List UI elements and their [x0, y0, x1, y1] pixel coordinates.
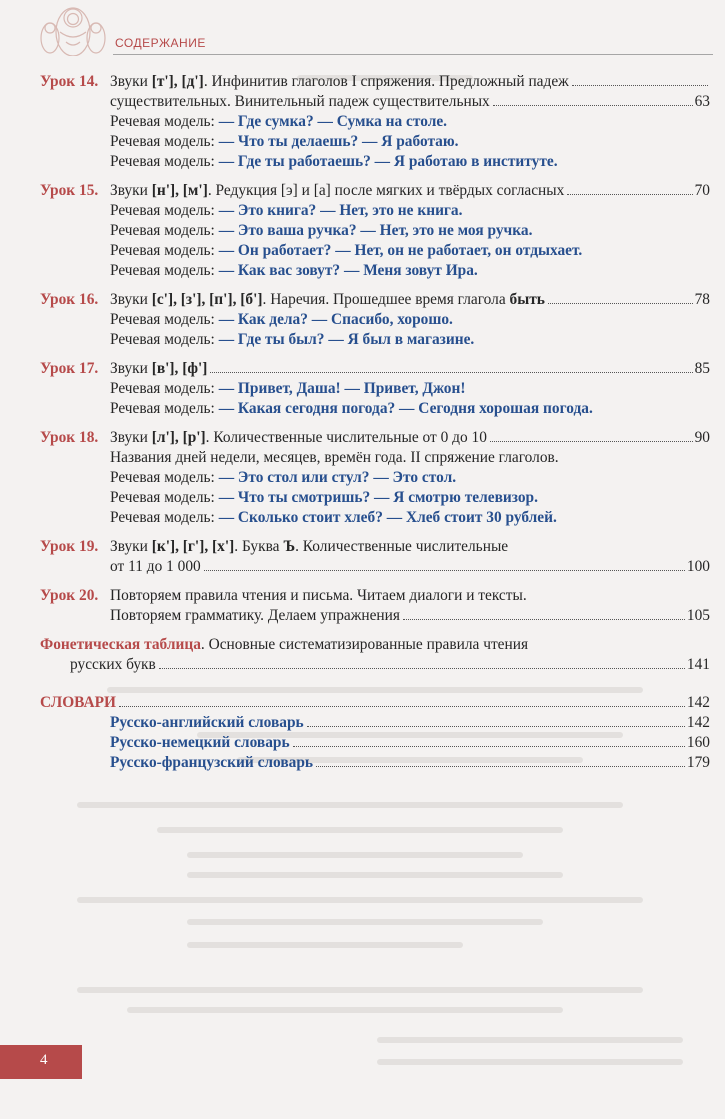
matryoshka-logo-icon: [38, 2, 108, 56]
toc-line: [110, 72, 710, 92]
toc-line: [110, 537, 710, 557]
text-segment: от 11 до 1 000: [110, 558, 201, 575]
lesson-body: [110, 428, 710, 528]
text-segment: . Наречия. Прошедшее время глагола: [262, 291, 510, 308]
speech-model-prefix: Речевая модель:: [110, 469, 219, 486]
dot-leader: [493, 105, 693, 106]
page-ref: 105: [686, 607, 710, 624]
section-title: СОДЕРЖАНИЕ: [115, 36, 206, 50]
text-segment: Звуки: [110, 429, 152, 446]
lesson-label: Урок 20.: [40, 587, 99, 604]
speech-model-prefix: Речевая модель:: [110, 400, 219, 417]
toc-line-text: [110, 586, 527, 606]
sound-label: [в'], [ф']: [151, 360, 208, 377]
toc-line: [40, 635, 710, 655]
text-segment: существительных. Винительный падеж существительных: [110, 93, 490, 110]
speech-model-dialogue: — Сколько стоит хлеб? — Хлеб стоит 30 рублей.: [218, 509, 557, 526]
text-segment: Звуки: [110, 73, 152, 90]
speech-model: [110, 241, 710, 261]
page-ref: 179: [686, 754, 710, 771]
speech-model-dialogue: — Он работает? — Нет, он не работает, он отдыхает.: [218, 242, 583, 259]
dot-leader: [204, 570, 685, 571]
dictionary-label: Русско-английский словарь: [110, 714, 304, 731]
dot-leader: [293, 746, 685, 747]
page-ref: 70: [694, 182, 710, 199]
dot-leader: [403, 619, 685, 620]
toc-entry-lesson[interactable]: [40, 181, 710, 281]
toc-line-text: [110, 448, 559, 468]
page-ref: 160: [686, 734, 710, 751]
speech-model-prefix: Речевая модель:: [110, 509, 219, 526]
dot-leader: [159, 668, 685, 669]
toc-line[interactable]: [40, 693, 710, 713]
speech-model: [110, 152, 710, 172]
toc-line-text: [110, 290, 545, 310]
speech-model-prefix: Речевая модель:: [110, 262, 219, 279]
text-segment: . Количественные числительные от 0 до 10: [205, 429, 487, 446]
toc-line: [110, 606, 710, 626]
speech-model: [110, 488, 710, 508]
text-segment: Звуки: [110, 538, 152, 555]
speech-model: [110, 201, 710, 221]
text-segment: русских букв: [70, 656, 156, 673]
dot-leader: [307, 726, 685, 727]
speech-model-dialogue: — Это стол или стул? — Это стол.: [218, 469, 457, 486]
text-segment: Повторяем правила чтения и письма. Читаем диалоги и тексты.: [110, 587, 527, 604]
speech-model-prefix: Речевая модель:: [110, 222, 219, 239]
sound-label: [н'], [м']: [151, 182, 208, 199]
page-ref: 78: [694, 291, 710, 308]
sound-label: [т'], [д']: [151, 73, 204, 90]
lesson-body: [110, 537, 710, 577]
text-segment: Звуки: [110, 360, 152, 377]
sound-label: [с'], [з'], [п'], [б']: [151, 291, 263, 308]
lesson-label: Урок 16.: [40, 291, 99, 308]
speech-model-prefix: Речевая модель:: [110, 242, 219, 259]
speech-model: [110, 379, 710, 399]
toc-line-text: [40, 635, 528, 655]
text-segment: Названия дней недели, месяцев, времён года. II спряжение глаголов.: [110, 449, 559, 466]
table-of-contents: [40, 72, 710, 773]
bold-word: Ъ: [283, 538, 296, 555]
toc-line: [40, 655, 710, 675]
dot-leader: [548, 303, 693, 304]
toc-line-text: [110, 181, 564, 201]
toc-line: [110, 359, 710, 379]
toc-entry-lesson[interactable]: [40, 586, 710, 626]
page-header: [0, 0, 725, 62]
page-ref: 100: [686, 558, 710, 575]
text-segment: . Количественные числительные: [295, 538, 509, 555]
speech-model-prefix: Речевая модель:: [110, 311, 219, 328]
lesson-label: Урок 14.: [40, 73, 99, 90]
toc-line: [110, 92, 710, 112]
speech-model-dialogue: — Как вас зовут? — Меня зовут Ира.: [218, 262, 478, 279]
dictionary-label: Русско-французский словарь: [110, 754, 314, 771]
speech-model-prefix: Речевая модель:: [110, 489, 219, 506]
speech-model: [110, 508, 710, 528]
speech-model-prefix: Речевая модель:: [110, 331, 219, 348]
toc-line: [110, 586, 710, 606]
toc-entry-lesson[interactable]: [40, 72, 710, 172]
page-ref: 63: [694, 93, 710, 110]
speech-model-prefix: Речевая модель:: [110, 133, 219, 150]
toc-line-text: [110, 537, 508, 557]
toc-line: [110, 448, 710, 468]
toc-entry-lesson[interactable]: [40, 537, 710, 577]
text-segment: Повторяем грамматику. Делаем упражнения: [110, 607, 400, 624]
speech-model-prefix: Речевая модель:: [110, 380, 219, 397]
speech-model-dialogue: — Какая сегодня погода? — Сегодня хорошая погода.: [218, 400, 593, 417]
speech-model-dialogue: — Как дела? — Спасибо, хорошо.: [218, 311, 453, 328]
toc-entry-phonetic-table[interactable]: [40, 635, 710, 675]
page-ref: 142: [686, 714, 710, 731]
speech-model: [110, 132, 710, 152]
dot-leader: [210, 372, 692, 373]
lesson-body: [110, 181, 710, 281]
toc-line-text: [110, 428, 487, 448]
toc-entry-dictionaries: [40, 693, 710, 773]
bold-word: быть: [509, 291, 545, 308]
toc-entry-lesson[interactable]: [40, 428, 710, 528]
lesson-body: [110, 359, 710, 419]
text-segment: . Буква: [234, 538, 284, 555]
toc-line: [110, 290, 710, 310]
dot-leader: [119, 706, 685, 707]
speech-model: [110, 468, 710, 488]
dot-leader: [572, 85, 708, 86]
header-divider: [113, 54, 713, 55]
toc-line-text: [110, 92, 490, 112]
text-segment: . Инфинитив глаголов I спряжения. Предложный падеж: [203, 73, 569, 90]
dictionary-item[interactable]: [40, 733, 710, 753]
lesson-label: Урок 19.: [40, 538, 99, 555]
lesson-body: [110, 72, 710, 172]
speech-model-prefix: Речевая модель:: [110, 153, 219, 170]
text-segment: . Редукция [э] и [а] после мягких и твёрдых согласных: [207, 182, 565, 199]
lesson-label: Урок 17.: [40, 360, 99, 377]
speech-model: [110, 330, 710, 350]
text-segment: Звуки: [110, 291, 152, 308]
speech-model: [110, 261, 710, 281]
dictionary-label: Русско-немецкий словарь: [110, 734, 290, 751]
sound-label: [л'], [р']: [151, 429, 206, 446]
speech-model-prefix: Речевая модель:: [110, 202, 219, 219]
lesson-label: Урок 18.: [40, 429, 99, 446]
toc-line: [110, 428, 710, 448]
speech-model: [110, 310, 710, 330]
speech-model-dialogue: — Это ваша ручка? — Нет, это не моя ручка.: [218, 222, 533, 239]
dot-leader: [490, 441, 693, 442]
toc-line: [110, 557, 710, 577]
sound-label: [к'], [г'], [х']: [151, 538, 235, 555]
speech-model-dialogue: — Что ты делаешь? — Я работаю.: [218, 133, 459, 150]
toc-entry-lesson[interactable]: [40, 359, 710, 419]
speech-model-dialogue: — Где ты был? — Я был в магазине.: [218, 331, 475, 348]
speech-model-dialogue: — Привет, Даша! — Привет, Джон!: [218, 380, 466, 397]
page-ref: 142: [686, 694, 710, 711]
lesson-body: [110, 586, 710, 626]
toc-line-text: [110, 606, 400, 626]
lesson-label: Урок 15.: [40, 182, 99, 199]
speech-model: [110, 112, 710, 132]
toc-line: [110, 181, 710, 201]
toc-line-text: [110, 359, 207, 379]
dot-leader: [316, 766, 685, 767]
speech-model-prefix: Речевая модель:: [110, 113, 219, 130]
speech-model: [110, 399, 710, 419]
phonetic-table-label: Фонетическая таблица: [40, 636, 201, 653]
toc-entry-lesson[interactable]: [40, 290, 710, 350]
lesson-body: [110, 290, 710, 350]
speech-model-dialogue: — Где ты работаешь? — Я работаю в институте.: [218, 153, 558, 170]
speech-model-dialogue: — Где сумка? — Сумка на столе.: [218, 113, 448, 130]
dictionary-item[interactable]: [40, 753, 710, 773]
page-ref: 85: [694, 360, 710, 377]
speech-model-dialogue: — Это книга? — Нет, это не книга.: [218, 202, 463, 219]
dictionaries-label: СЛОВАРИ: [40, 694, 116, 711]
text-segment: Звуки: [110, 182, 152, 199]
toc-line-text: [110, 72, 569, 92]
speech-model: [110, 221, 710, 241]
dictionary-item[interactable]: [40, 713, 710, 733]
dot-leader: [567, 194, 692, 195]
page-number: 4: [40, 1052, 48, 1068]
page-ref: 90: [694, 429, 710, 446]
page-ref: 141: [686, 656, 710, 673]
toc-line-text: [110, 557, 201, 577]
speech-model-dialogue: — Что ты смотришь? — Я смотрю телевизор.: [218, 489, 538, 506]
text-segment: . Основные систематизированные правила чтения: [200, 636, 529, 653]
